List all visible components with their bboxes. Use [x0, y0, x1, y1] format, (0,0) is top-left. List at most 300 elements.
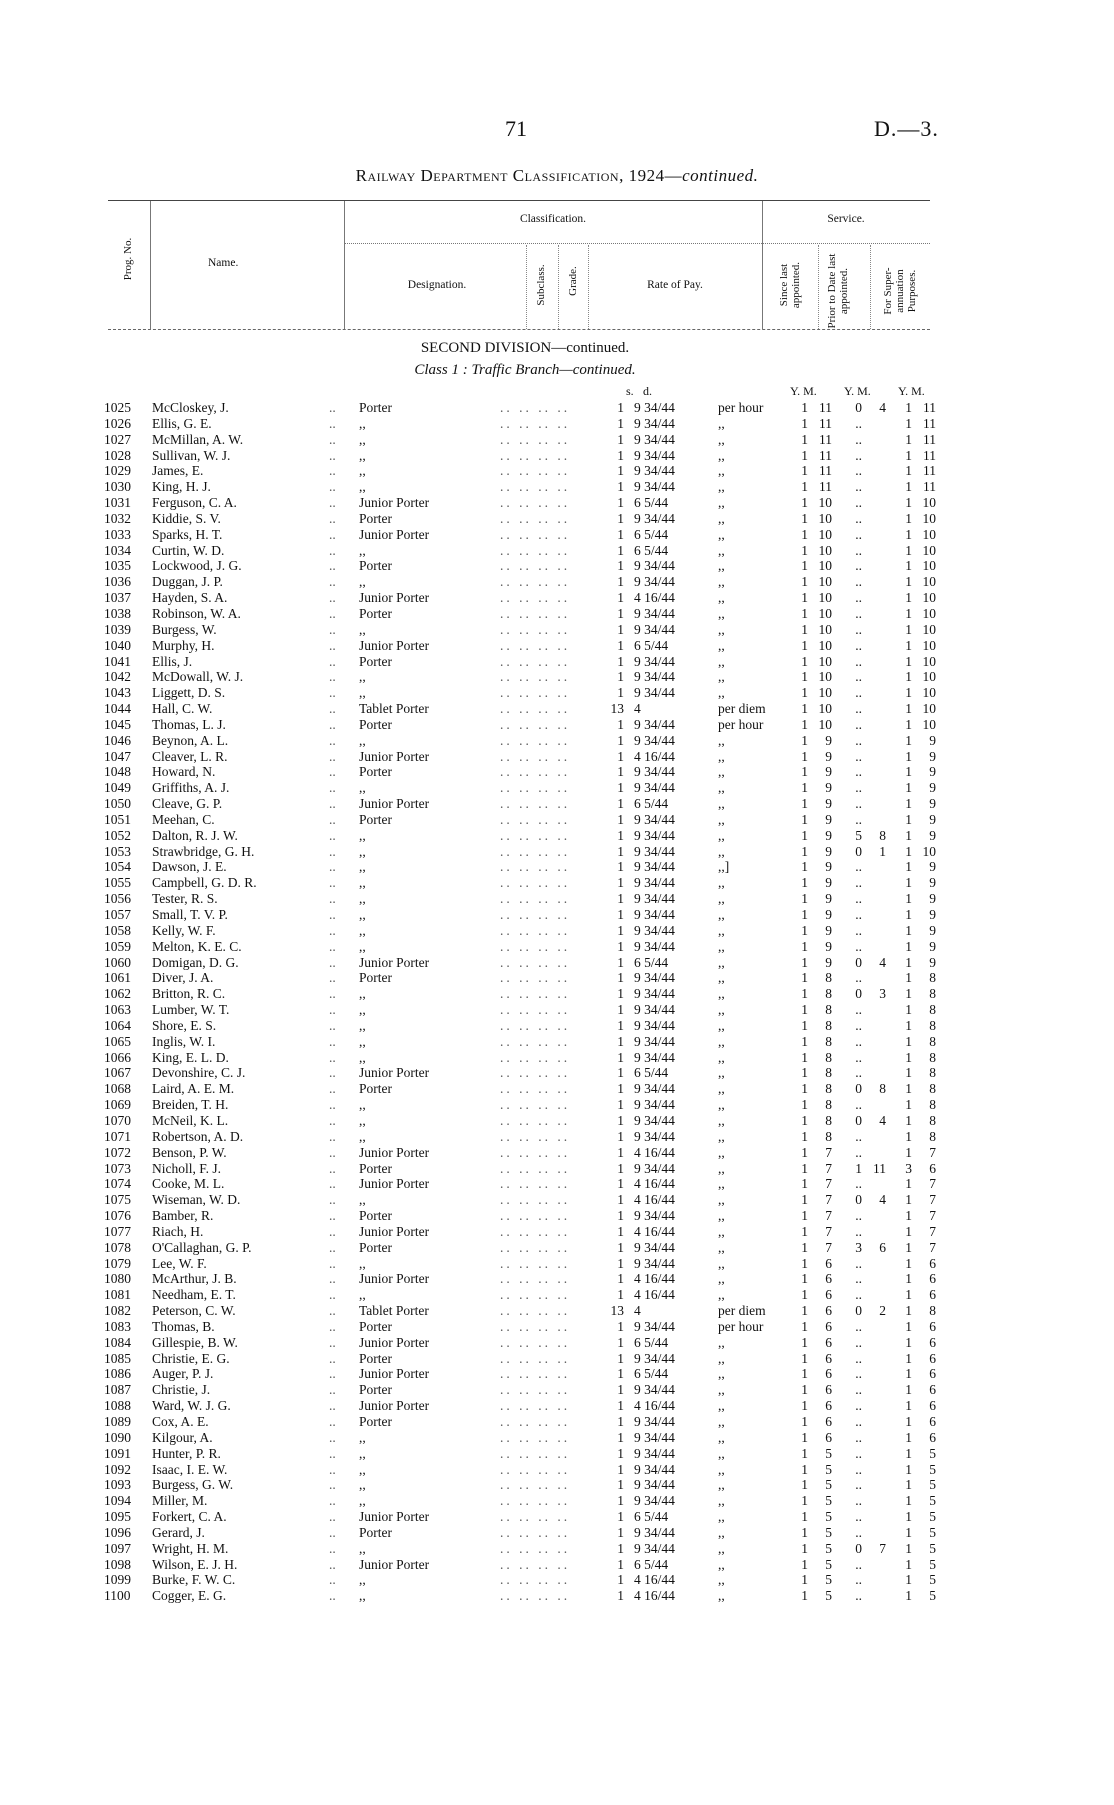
row-shillings: 1 — [617, 1382, 624, 1398]
row-super-years: 1 — [905, 1461, 912, 1477]
row-since-years: 1 — [801, 780, 808, 796]
leader-dots: .. — [329, 558, 336, 574]
row-name: Burke, F. W. C. — [152, 1572, 236, 1588]
row-pence: 9 34/44 — [634, 891, 675, 907]
row-since-months: 7 — [825, 1144, 832, 1160]
row-pence: 4 16/44 — [634, 1176, 675, 1192]
leader-dots: .. — [329, 1524, 336, 1540]
row-prog-no: 1073 — [104, 1160, 131, 1176]
row-designation: ,, — [359, 1255, 366, 1271]
row-designation: Porter — [359, 1081, 392, 1097]
leader-dots: .. .. .. .. — [500, 1429, 571, 1445]
row-pence: 9 34/44 — [634, 669, 675, 685]
row-since-years: 1 — [801, 1002, 808, 1018]
row-prior-months: 4 — [879, 954, 886, 970]
row-pay-unit: per diem — [718, 1303, 766, 1319]
table-row — [104, 558, 944, 574]
unit-d: d. — [643, 384, 652, 398]
unit-ym-super: Y. M. — [898, 384, 925, 398]
row-designation: Junior Porter — [359, 1144, 430, 1160]
table-row — [104, 1129, 944, 1145]
row-since-years: 1 — [801, 463, 808, 479]
row-since-years: 1 — [801, 732, 808, 748]
row-super-months: 9 — [929, 827, 936, 843]
table-row — [104, 1541, 944, 1557]
row-super-months: 6 — [929, 1318, 936, 1334]
row-pence: 9 34/44 — [634, 479, 675, 495]
leader-dots: .. — [329, 1318, 336, 1334]
leader-dots: .. — [329, 1477, 336, 1493]
row-pay-unit: per hour — [718, 1318, 764, 1334]
row-name: McDowall, W. J. — [152, 669, 244, 685]
row-designation: Junior Porter — [359, 1366, 430, 1382]
leader-dots: .. .. .. .. — [500, 811, 571, 827]
row-super-months: 8 — [929, 1049, 936, 1065]
leader-dots: .. — [329, 685, 336, 701]
row-since-years: 1 — [801, 558, 808, 574]
row-prog-no: 1050 — [104, 796, 131, 812]
row-super-years: 1 — [905, 1176, 912, 1192]
row-prior-years: 0 — [855, 1540, 862, 1556]
row-name: Kilgour, A. — [152, 1429, 213, 1445]
table-row — [104, 1414, 944, 1430]
row-super-years: 1 — [905, 1398, 912, 1414]
table-row — [104, 495, 944, 511]
table-row — [104, 1366, 944, 1382]
row-pence: 9 34/44 — [634, 843, 675, 859]
row-since-years: 1 — [801, 1160, 808, 1176]
leader-dots: .. .. .. .. — [500, 1065, 571, 1081]
leader-dots: .. .. .. .. — [500, 716, 571, 732]
row-name: Benson, P. W. — [152, 1144, 227, 1160]
row-super-years: 1 — [905, 495, 912, 511]
row-name: Bamber, R. — [152, 1208, 214, 1224]
row-pence: 9 34/44 — [634, 1318, 675, 1334]
row-pence: 9 34/44 — [634, 1461, 675, 1477]
leader-dots: .. .. .. .. — [500, 590, 571, 606]
row-pence: 4 16/44 — [634, 1287, 675, 1303]
row-since-years: 1 — [801, 938, 808, 954]
row-pence: 9 34/44 — [634, 780, 675, 796]
row-since-years: 1 — [801, 653, 808, 669]
row-name: Lockwood, J. G. — [152, 558, 242, 574]
row-shillings: 1 — [617, 1366, 624, 1382]
row-since-years: 1 — [801, 637, 808, 653]
leader-dots: .. — [329, 1176, 336, 1192]
row-super-months: 9 — [929, 796, 936, 812]
row-pence: 9 34/44 — [634, 1017, 675, 1033]
row-designation: ,, — [359, 431, 366, 447]
row-name: Hunter, P. R. — [152, 1445, 221, 1461]
leader-dots: .. .. .. .. — [500, 1223, 571, 1239]
row-prog-no: 1029 — [104, 463, 131, 479]
row-prog-no: 1035 — [104, 558, 131, 574]
row-super-months: 9 — [929, 764, 936, 780]
row-prior-years: .. — [855, 590, 862, 606]
row-since-years: 1 — [801, 1255, 808, 1271]
row-since-years: 1 — [801, 1017, 808, 1033]
row-prog-no: 1032 — [104, 510, 131, 526]
row-pence: 9 34/44 — [634, 447, 675, 463]
row-super-years: 1 — [905, 1255, 912, 1271]
row-since-years: 1 — [801, 1081, 808, 1097]
row-since-years: 1 — [801, 1414, 808, 1429]
row-prog-no: 1079 — [104, 1255, 131, 1271]
row-prior-years: .. — [855, 907, 862, 922]
leader-dots: .. — [329, 1350, 336, 1366]
row-prog-no: 1045 — [104, 716, 131, 732]
table-row — [104, 986, 944, 1002]
row-shillings: 1 — [617, 1033, 624, 1049]
row-since-months: 10 — [818, 701, 832, 717]
row-name: Kiddie, S. V. — [152, 510, 221, 526]
row-pay-unit: ,, — [718, 1223, 725, 1239]
row-super-years: 1 — [905, 621, 912, 637]
row-pay-unit: per hour — [718, 400, 764, 415]
row-prog-no: 1065 — [104, 1033, 131, 1049]
row-designation: Junior Porter — [359, 1065, 430, 1081]
row-designation: ,, — [359, 1493, 366, 1509]
row-name: Riach, H. — [152, 1223, 204, 1239]
leader-dots: .. — [329, 986, 336, 1002]
row-prior-years: .. — [855, 463, 862, 479]
unit-ym-prior: Y. M. — [844, 384, 871, 398]
row-pay-unit: ,, — [718, 1366, 725, 1382]
row-shillings: 1 — [617, 1112, 624, 1128]
table-row — [104, 590, 944, 606]
leader-dots: .. — [329, 653, 336, 669]
row-since-months: 9 — [825, 938, 832, 954]
row-pay-unit: ,, — [718, 922, 725, 938]
row-name: Gerard, J. — [152, 1524, 205, 1540]
row-pay-unit: ,, — [718, 891, 725, 907]
row-pay-unit: ,, — [718, 558, 725, 574]
row-pay-unit: ,, — [718, 479, 725, 495]
row-name: James, E. — [152, 463, 204, 479]
row-prior-years: .. — [855, 558, 862, 574]
row-prog-no: 1051 — [104, 811, 131, 827]
row-super-months: 10 — [922, 716, 936, 732]
row-name: Duggan, J. P. — [152, 574, 223, 590]
row-prog-no: 1070 — [104, 1112, 131, 1128]
row-pay-unit: ,, — [718, 605, 725, 621]
row-shillings: 1 — [617, 732, 624, 748]
col-since-last: Since last appointed. — [778, 261, 802, 309]
leader-dots: .. .. .. .. — [500, 780, 571, 796]
row-designation: Junior Porter — [359, 1509, 430, 1525]
row-since-months: 10 — [818, 542, 832, 558]
row-prior-months: 7 — [879, 1540, 886, 1556]
table-row — [104, 1287, 944, 1303]
row-prior-years: .. — [855, 1017, 862, 1033]
leader-dots: .. — [329, 1239, 336, 1255]
row-name: Lumber, W. T. — [152, 1002, 230, 1018]
row-super-months: 6 — [929, 1382, 936, 1398]
leader-dots: .. .. .. .. — [500, 510, 571, 526]
row-since-years: 1 — [801, 764, 808, 780]
row-since-months: 5 — [825, 1509, 832, 1525]
row-pence: 6 5/44 — [634, 1366, 669, 1382]
table-row — [104, 1097, 944, 1113]
row-pence: 9 34/44 — [634, 1049, 675, 1065]
leader-dots: .. — [329, 875, 336, 891]
row-pay-unit: ,, — [718, 732, 725, 748]
row-pay-unit: ,, — [718, 637, 725, 653]
row-since-years: 1 — [801, 1572, 808, 1588]
row-since-years: 1 — [801, 415, 808, 431]
row-shillings: 1 — [617, 495, 624, 511]
row-pence: 9 34/44 — [634, 1033, 675, 1049]
row-shillings: 1 — [617, 479, 624, 495]
row-since-years: 1 — [801, 1477, 808, 1493]
row-super-months: 5 — [929, 1477, 936, 1493]
row-since-years: 1 — [801, 590, 808, 606]
row-since-years: 1 — [801, 431, 808, 447]
row-since-months: 8 — [825, 1097, 832, 1113]
row-prog-no: 1092 — [104, 1461, 131, 1477]
row-prog-no: 1025 — [104, 400, 131, 415]
row-prior-months: 3 — [879, 986, 886, 1002]
row-since-months: 8 — [825, 1002, 832, 1018]
leader-dots: .. .. .. .. — [500, 542, 571, 558]
table-row — [104, 1145, 944, 1161]
row-since-months: 6 — [825, 1287, 832, 1303]
row-pay-unit: ,, — [718, 574, 725, 590]
division-subtitle: Class 1 : Traffic Branch—continued. — [414, 362, 636, 378]
row-pay-unit: ,, — [718, 1112, 725, 1128]
row-designation: Junior Porter — [359, 1271, 430, 1287]
row-since-years: 1 — [801, 859, 808, 875]
row-since-years: 1 — [801, 574, 808, 590]
row-since-years: 1 — [801, 1128, 808, 1144]
table-row — [104, 1034, 944, 1050]
row-since-years: 1 — [801, 1112, 808, 1128]
row-prior-years: .. — [855, 1524, 862, 1540]
row-super-years: 1 — [905, 1097, 912, 1113]
row-prior-years: .. — [855, 1255, 862, 1271]
row-since-months: 11 — [819, 400, 832, 415]
row-pay-unit: ,, — [718, 1287, 725, 1303]
row-pence: 4 16/44 — [634, 1588, 675, 1604]
row-prior-months: 2 — [879, 1303, 886, 1319]
leader-dots: .. — [329, 1097, 336, 1113]
table-row — [104, 1382, 944, 1398]
leader-dots: .. .. .. .. — [500, 1271, 571, 1287]
column-header-block — [108, 200, 930, 330]
row-prior-years: .. — [855, 685, 862, 701]
row-pence: 9 34/44 — [634, 1382, 675, 1398]
row-prior-years: .. — [855, 970, 862, 986]
row-pence: 9 34/44 — [634, 1081, 675, 1097]
row-pay-unit: ,, — [718, 1461, 725, 1477]
row-pay-unit: ,, — [718, 1049, 725, 1065]
table-row — [104, 1176, 944, 1192]
leader-dots: .. — [329, 605, 336, 621]
row-name: Domigan, D. G. — [152, 954, 239, 970]
row-prog-no: 1084 — [104, 1334, 131, 1350]
row-super-months: 11 — [923, 479, 936, 495]
row-super-years: 1 — [905, 479, 912, 495]
row-name: Burgess, G. W. — [152, 1477, 234, 1493]
leader-dots: .. .. .. .. — [500, 479, 571, 495]
row-pay-unit: ,, — [718, 796, 725, 812]
row-prog-no: 1081 — [104, 1287, 131, 1303]
row-name: Isaac, I. E. W. — [152, 1461, 228, 1477]
row-super-years: 3 — [905, 1160, 912, 1176]
row-prog-no: 1043 — [104, 685, 131, 701]
row-prog-no: 1075 — [104, 1192, 131, 1208]
row-name: Ferguson, C. A. — [152, 495, 237, 511]
leader-dots: .. — [329, 1287, 336, 1303]
row-since-months: 8 — [825, 1081, 832, 1097]
row-since-months: 10 — [818, 637, 832, 653]
row-prog-no: 1038 — [104, 605, 131, 621]
row-pence: 9 34/44 — [634, 463, 675, 479]
row-super-years: 1 — [905, 1509, 912, 1525]
leader-dots: .. — [329, 669, 336, 685]
row-super-months: 6 — [929, 1398, 936, 1414]
row-super-years: 1 — [905, 780, 912, 796]
table-row — [104, 717, 944, 733]
row-name: Hayden, S. A. — [152, 590, 228, 606]
row-prog-no: 1085 — [104, 1350, 131, 1366]
row-pay-unit: ,, — [718, 542, 725, 558]
table-row — [104, 1224, 944, 1240]
row-designation: Porter — [359, 1239, 392, 1255]
row-pence: 9 34/44 — [634, 1128, 675, 1144]
table-row — [104, 400, 944, 416]
row-since-months: 9 — [825, 764, 832, 780]
row-since-months: 10 — [818, 526, 832, 542]
row-designation: Tablet Porter — [359, 1303, 429, 1319]
row-pence: 6 5/44 — [634, 1556, 669, 1572]
row-designation: ,, — [359, 891, 366, 907]
row-super-years: 1 — [905, 732, 912, 748]
page-title — [0, 166, 1114, 186]
row-name: Christie, E. G. — [152, 1350, 230, 1366]
row-pay-unit: ,, — [718, 1192, 725, 1208]
row-name: Meehan, C. — [152, 811, 215, 827]
row-super-years: 1 — [905, 1017, 912, 1033]
row-shillings: 1 — [617, 764, 624, 780]
row-since-years: 1 — [801, 796, 808, 812]
row-super-years: 1 — [905, 431, 912, 447]
row-super-years: 1 — [905, 1239, 912, 1255]
leader-dots: .. .. .. .. — [500, 1493, 571, 1509]
row-shillings: 1 — [617, 1049, 624, 1065]
row-super-years: 1 — [905, 653, 912, 669]
leader-dots: .. — [329, 922, 336, 938]
row-since-years: 1 — [801, 1556, 808, 1572]
table-row — [104, 812, 944, 828]
row-since-months: 8 — [825, 1049, 832, 1065]
col-prior-to: Prior to Date last appointed. — [826, 253, 850, 329]
row-super-months: 8 — [929, 1128, 936, 1144]
leader-dots: .. — [329, 526, 336, 542]
row-super-months: 9 — [929, 780, 936, 796]
leader-dots: .. — [329, 574, 336, 590]
leader-dots: .. .. .. .. — [500, 764, 571, 780]
row-since-years: 1 — [801, 891, 808, 907]
table-row — [104, 463, 944, 479]
row-designation: Junior Porter — [359, 954, 430, 970]
row-prog-no: 1098 — [104, 1556, 131, 1572]
row-since-years: 1 — [801, 1033, 808, 1049]
row-prior-years: .. — [855, 637, 862, 653]
row-prior-years: 0 — [855, 1112, 862, 1128]
row-prog-no: 1074 — [104, 1176, 131, 1192]
row-since-years: 1 — [801, 542, 808, 558]
row-super-months: 10 — [922, 653, 936, 669]
row-prior-years: .. — [855, 415, 862, 431]
row-super-months: 9 — [929, 922, 936, 938]
row-designation: Junior Porter — [359, 1223, 430, 1239]
row-designation: Junior Porter — [359, 1398, 430, 1414]
row-name: Melton, K. E. C. — [152, 938, 242, 954]
row-since-months: 9 — [825, 922, 832, 938]
row-pence: 9 34/44 — [634, 1540, 675, 1556]
row-prog-no: 1077 — [104, 1223, 131, 1239]
table-row — [104, 828, 944, 844]
row-super-months: 10 — [922, 685, 936, 701]
row-name: Ellis, J. — [152, 653, 193, 669]
leader-dots: .. .. .. .. — [500, 1445, 571, 1461]
row-designation: ,, — [359, 1002, 366, 1018]
row-prior-years: .. — [855, 1144, 862, 1160]
row-shillings: 1 — [617, 716, 624, 732]
row-prog-no: 1087 — [104, 1382, 131, 1398]
row-super-years: 1 — [905, 986, 912, 1002]
row-pay-unit: ,, — [718, 1398, 725, 1414]
leader-dots: .. .. .. .. — [500, 1303, 571, 1319]
row-since-months: 8 — [825, 986, 832, 1002]
row-prior-years: .. — [855, 669, 862, 685]
row-prog-no: 1039 — [104, 621, 131, 637]
row-since-years: 1 — [801, 1429, 808, 1445]
table-row — [104, 1557, 944, 1573]
row-super-years: 1 — [905, 1287, 912, 1303]
row-name: Ellis, G. E. — [152, 415, 212, 431]
row-shillings: 1 — [617, 1255, 624, 1271]
row-super-months: 10 — [922, 590, 936, 606]
row-shillings: 1 — [617, 1588, 624, 1604]
row-prog-no: 1094 — [104, 1493, 131, 1509]
leader-dots: .. .. .. .. — [500, 1477, 571, 1493]
row-prog-no: 1031 — [104, 495, 131, 511]
row-super-years: 1 — [905, 764, 912, 780]
row-shillings: 1 — [617, 510, 624, 526]
row-pay-unit: ,, — [718, 1128, 725, 1144]
row-super-months: 9 — [929, 907, 936, 922]
row-super-months: 8 — [929, 1081, 936, 1097]
leader-dots: .. — [329, 811, 336, 827]
row-designation: ,, — [359, 875, 366, 891]
leader-dots: .. — [329, 637, 336, 653]
row-super-months: 5 — [929, 1540, 936, 1556]
row-prior-years: .. — [855, 1271, 862, 1287]
row-super-years: 1 — [905, 1144, 912, 1160]
row-super-years: 1 — [905, 1540, 912, 1556]
row-prog-no: 1062 — [104, 986, 131, 1002]
leader-dots: .. .. .. .. — [500, 1208, 571, 1224]
row-pence: 9 34/44 — [634, 1350, 675, 1366]
row-name: McCloskey, J. — [152, 400, 229, 415]
row-prog-no: 1080 — [104, 1271, 131, 1287]
row-shillings: 1 — [617, 1445, 624, 1461]
row-name: Breiden, T. H. — [152, 1097, 229, 1113]
row-pence: 9 34/44 — [634, 875, 675, 891]
row-designation: ,, — [359, 685, 366, 701]
